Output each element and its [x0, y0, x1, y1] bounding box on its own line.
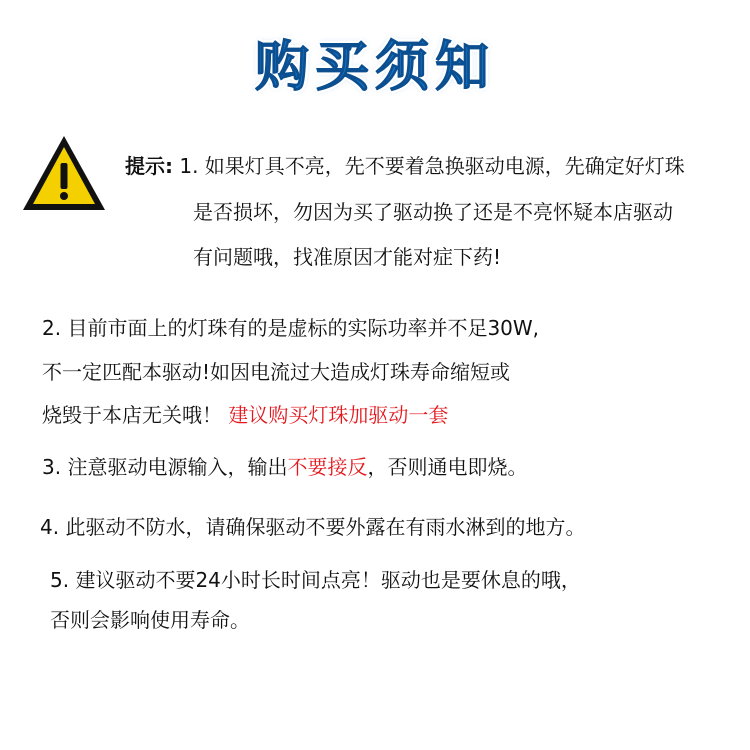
item2-line-2: 不一定匹配本驱动!如因电流过大造成灯珠寿命缩短或 — [42, 360, 511, 384]
tip-text-1: 1. 如果灯具不亮，先不要着急换驱动电源，先确定好灯珠 — [179, 154, 685, 178]
item3-text-b: ，否则通电即烧。 — [367, 455, 528, 479]
item5-line-2: 否则会影响使用寿命。 — [50, 608, 250, 632]
item3-highlight: 不要接反 — [287, 455, 368, 479]
item2-line-3 — [42, 401, 448, 429]
page-title: 购买须知 — [255, 35, 495, 98]
warning-triangle-icon — [20, 133, 108, 213]
item2-text: 烧毁于本店无关哦！ — [42, 403, 222, 427]
tip-label: 提示: — [125, 154, 173, 178]
tip-line-2: 是否损坏，勿因为买了驱动换了还是不亮怀疑本店驱动 — [193, 200, 673, 224]
tip-line-1 — [125, 152, 685, 180]
item3-text-a: 3. 注意驱动电源输入，输出 — [42, 455, 288, 479]
item4-line: 4. 此驱动不防水，请确保驱动不要外露在有雨水淋到的地方。 — [40, 515, 586, 539]
item2-highlight: 建议购买灯珠加驱动一套 — [228, 403, 449, 427]
item3-line — [42, 453, 527, 481]
tip-line-3: 有问题哦，找准原因才能对症下药! — [193, 245, 502, 269]
item5-line-1: 5. 建议驱动不要24小时长时间点亮！驱动也是要休息的哦， — [50, 568, 581, 592]
item2-line-1: 2. 目前市面上的灯珠有的是虚标的实际功率并不足30W, — [42, 316, 540, 340]
